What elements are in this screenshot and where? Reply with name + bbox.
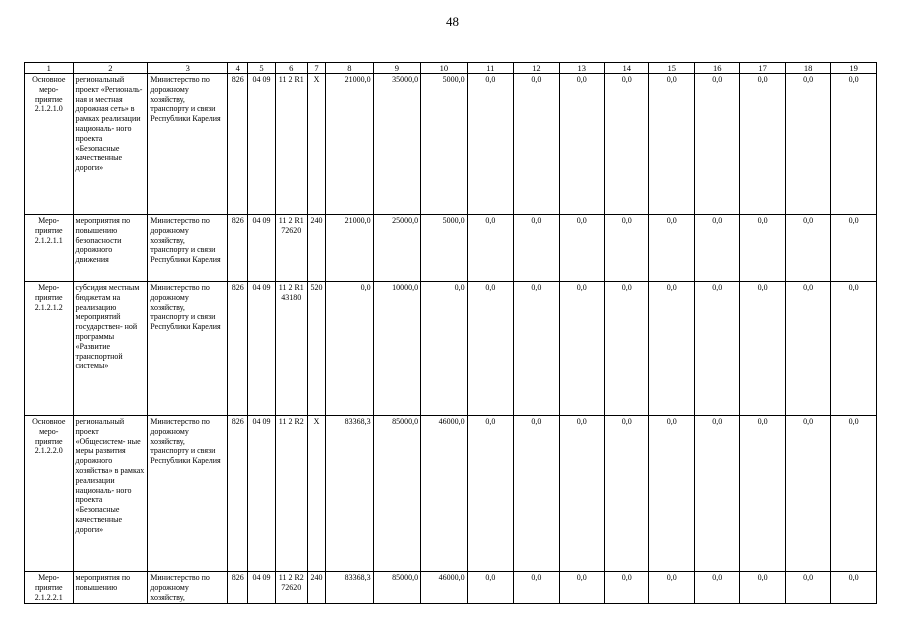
amount-cell: 21000,0 [326, 74, 374, 215]
amount-cell: 0,0 [694, 416, 739, 572]
amount-cell: 21000,0 [326, 215, 374, 282]
section-code-cell: 04 09 [248, 282, 275, 416]
target-article-cell: 11 2 R1 [275, 74, 307, 215]
executor-cell: Министерство по дорожному хозяйству, транспорту и связи Республики Карелия [148, 416, 228, 572]
section-code-cell: 04 09 [248, 74, 275, 215]
amount-cell: 0,0 [694, 74, 739, 215]
column-number-13: 13 [559, 63, 604, 74]
amount-cell: 35000,0 [373, 74, 421, 215]
activity-number-cell: Меро- приятие 2.1.2.2.1 [25, 572, 74, 604]
grbs-code-cell: 826 [228, 215, 248, 282]
amount-cell: 0,0 [694, 282, 739, 416]
amount-cell: 0,0 [605, 74, 649, 215]
amount-cell: 25000,0 [373, 215, 421, 282]
column-number-6: 6 [275, 63, 307, 74]
column-number-11: 11 [467, 63, 513, 74]
amount-cell: 85000,0 [373, 572, 421, 604]
column-number-8: 8 [326, 63, 374, 74]
amount-cell: 0,0 [421, 282, 467, 416]
amount-cell: 5000,0 [421, 74, 467, 215]
section-code-cell: 04 09 [248, 572, 275, 604]
column-number-17: 17 [740, 63, 785, 74]
amount-cell: 0,0 [467, 215, 513, 282]
target-article-cell: 11 2 R2 [275, 416, 307, 572]
amount-cell: 85000,0 [373, 416, 421, 572]
grbs-code-cell: 826 [228, 74, 248, 215]
activity-description-cell: региональный проект «Региональ- ная и местная дорожная сеть» в рамках реализации националь- ного проекта «Безопасные качественные дороги» [73, 74, 148, 215]
amount-cell: 0,0 [649, 572, 694, 604]
amount-cell: 0,0 [467, 572, 513, 604]
amount-cell: 0,0 [831, 282, 877, 416]
amount-cell: 5000,0 [421, 215, 467, 282]
page-number: 48 [446, 14, 459, 29]
target-article-cell: 11 2 R1 72620 [275, 215, 307, 282]
amount-cell: 0,0 [467, 282, 513, 416]
amount-cell: 0,0 [740, 215, 785, 282]
expense-type-cell: 240 [307, 572, 325, 604]
column-number-4: 4 [228, 63, 248, 74]
section-code-cell: 04 09 [248, 416, 275, 572]
amount-cell: 0,0 [467, 74, 513, 215]
table-row [25, 74, 877, 215]
activity-number-cell: Меро- приятие 2.1.2.1.2 [25, 282, 74, 416]
amount-cell: 0,0 [740, 572, 785, 604]
section-code-cell: 04 09 [248, 215, 275, 282]
amount-cell: 0,0 [740, 282, 785, 416]
amount-cell: 0,0 [831, 74, 877, 215]
amount-cell: 0,0 [649, 74, 694, 215]
amount-cell: 0,0 [605, 572, 649, 604]
column-number-15: 15 [649, 63, 694, 74]
table-row [25, 572, 877, 604]
amount-cell: 0,0 [649, 282, 694, 416]
amount-cell: 46000,0 [421, 572, 467, 604]
table-row [25, 282, 877, 416]
amount-cell: 0,0 [326, 282, 374, 416]
amount-cell: 0,0 [831, 215, 877, 282]
column-number-9: 9 [373, 63, 421, 74]
expense-type-cell: 520 [307, 282, 325, 416]
amount-cell: 10000,0 [373, 282, 421, 416]
budget-table [24, 62, 877, 604]
target-article-cell: 11 2 R1 43180 [275, 282, 307, 416]
expense-type-cell: Х [307, 416, 325, 572]
activity-description-cell: мероприятия по повышению безопасности дорожного движения [73, 215, 148, 282]
activity-description-cell: региональный проект «Общесистем- ные меры развития дорожного хозяйства» в рамках реализации националь- ного проекта «Безопасные качественные дороги» [73, 416, 148, 572]
amount-cell: 0,0 [785, 282, 830, 416]
amount-cell: 0,0 [559, 416, 604, 572]
column-number-19: 19 [831, 63, 877, 74]
column-number-7: 7 [307, 63, 325, 74]
activity-number-cell: Меро- приятие 2.1.2.1.1 [25, 215, 74, 282]
amount-cell: 0,0 [514, 572, 559, 604]
amount-cell: 0,0 [559, 282, 604, 416]
amount-cell: 0,0 [831, 572, 877, 604]
amount-cell: 83368,3 [326, 416, 374, 572]
activity-description-cell: мероприятия по повышению [73, 572, 148, 604]
amount-cell: 0,0 [649, 416, 694, 572]
amount-cell: 0,0 [514, 416, 559, 572]
amount-cell: 0,0 [559, 215, 604, 282]
column-number-row [25, 63, 877, 74]
grbs-code-cell: 826 [228, 416, 248, 572]
column-number-5: 5 [248, 63, 275, 74]
amount-cell: 0,0 [514, 74, 559, 215]
expense-type-cell: Х [307, 74, 325, 215]
amount-cell: 83368,3 [326, 572, 374, 604]
expense-type-cell: 240 [307, 215, 325, 282]
amount-cell: 0,0 [605, 416, 649, 572]
amount-cell: 0,0 [694, 572, 739, 604]
column-number-3: 3 [148, 63, 228, 74]
amount-cell: 0,0 [785, 416, 830, 572]
table-row [25, 416, 877, 572]
amount-cell: 0,0 [649, 215, 694, 282]
grbs-code-cell: 826 [228, 572, 248, 604]
amount-cell: 46000,0 [421, 416, 467, 572]
amount-cell: 0,0 [605, 282, 649, 416]
amount-cell: 0,0 [514, 282, 559, 416]
amount-cell: 0,0 [785, 74, 830, 215]
target-article-cell: 11 2 R2 72620 [275, 572, 307, 604]
amount-cell: 0,0 [559, 74, 604, 215]
amount-cell: 0,0 [740, 74, 785, 215]
activity-description-cell: субсидия местным бюджетам на реализацию мероприятий государствен- ной программы «Развитие транспортной системы» [73, 282, 148, 416]
amount-cell: 0,0 [559, 572, 604, 604]
amount-cell: 0,0 [514, 215, 559, 282]
amount-cell: 0,0 [467, 416, 513, 572]
table-row [25, 215, 877, 282]
executor-cell: Министерство по дорожному хозяйству, [148, 572, 228, 604]
activity-number-cell: Основное меро- приятие 2.1.2.1.0 [25, 74, 74, 215]
amount-cell: 0,0 [694, 215, 739, 282]
column-number-1: 1 [25, 63, 74, 74]
executor-cell: Министерство по дорожному хозяйству, транспорту и связи Республики Карелия [148, 215, 228, 282]
column-number-12: 12 [514, 63, 559, 74]
executor-cell: Министерство по дорожному хозяйству, транспорту и связи Республики Карелия [148, 74, 228, 215]
amount-cell: 0,0 [740, 416, 785, 572]
amount-cell: 0,0 [831, 416, 877, 572]
column-number-18: 18 [785, 63, 830, 74]
activity-number-cell: Основное меро- приятие 2.1.2.2.0 [25, 416, 74, 572]
executor-cell: Министерство по дорожному хозяйству, транспорту и связи Республики Карелия [148, 282, 228, 416]
amount-cell: 0,0 [785, 215, 830, 282]
grbs-code-cell: 826 [228, 282, 248, 416]
column-number-10: 10 [421, 63, 467, 74]
column-number-14: 14 [605, 63, 649, 74]
amount-cell: 0,0 [605, 215, 649, 282]
column-number-2: 2 [73, 63, 148, 74]
amount-cell: 0,0 [785, 572, 830, 604]
column-number-16: 16 [694, 63, 739, 74]
